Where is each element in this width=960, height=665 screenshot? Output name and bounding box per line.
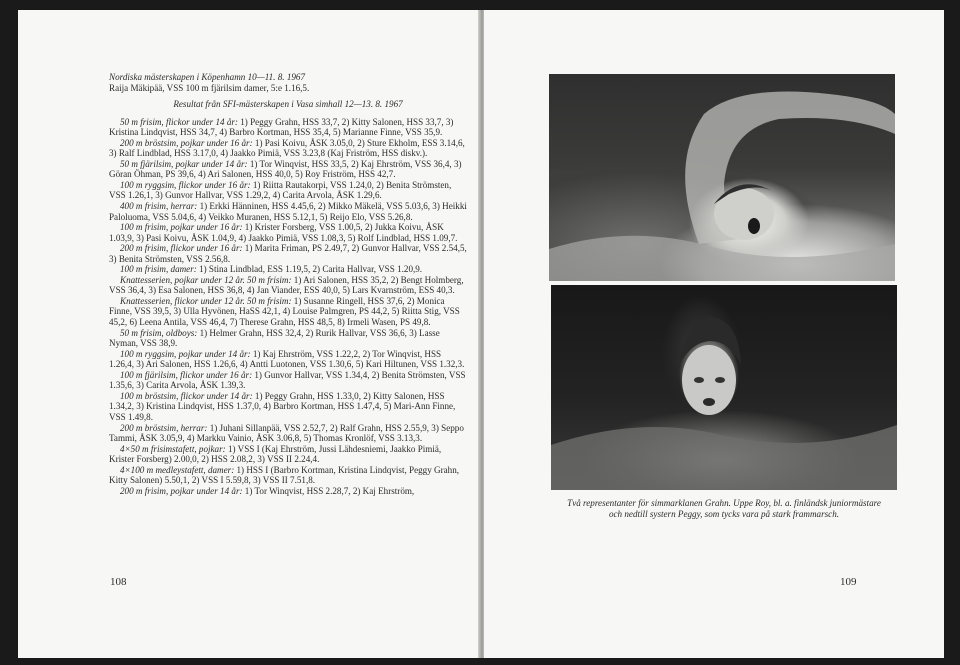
event-results: 1) VSS I (Kaj Ehrström, Jussi Lähdesniemi, Jaakko Pimiä, Krister Forsberg) 2.00,0, 2) HSS 2.08,2, 3) VSS II 2.24,4.	[109, 443, 442, 465]
result-line	[109, 486, 467, 497]
event-results: 1) HSS I (Barbro Kortman, Kristina Lindqvist, Peggy Grahn, Kitty Salonen) 5.50,1, 2) VSS I 5.59,8, 3) VSS II 7.51,8.	[109, 464, 460, 486]
photo-caption: Två representanter för simmarklanen Grahn. Uppe Roy, bl. a. finländsk juniormästare och nedtill systern Peggy, som tycks vara på stark frammarsch.	[567, 498, 881, 519]
result-line	[109, 180, 467, 201]
result-line	[109, 159, 467, 180]
result-line: Nordiska mästerskapen i Köpenhamn 10—11. 8. 1967	[109, 72, 306, 82]
event-heading: 100 m ryggsim, flickor under 16 år:	[120, 179, 251, 190]
swimmer-photo-peggy	[551, 285, 897, 490]
event-heading: 200 m bröstsim, herrar:	[120, 422, 208, 433]
result-line	[109, 370, 467, 391]
result-line	[109, 391, 467, 423]
event-heading: 100 m fjärilsim, flickor under 16 år:	[120, 369, 253, 380]
event-heading: 200 m frisim, pojkar under 14 år:	[120, 485, 243, 496]
event-results: 1) Tor Winqvist, HSS 33,5, 2) Kaj Ehrström, VSS 36,4, 3) Göran Öhman, PS 39,6, 4) Ari Salonen, HSS 40,0, 5) Roy Friström, HSS 42,7.	[109, 158, 462, 180]
event-results: 1) Peggy Grahn, HSS 1.33,0, 2) Kitty Salonen, HSS 1.34,2, 3) Kristina Lindqvist, HSS 1.37,0, 4) Barbro Kortman, HSS 1.47,4, 5) Mari-Ann Finne, VSS 1.49,8.	[109, 390, 456, 422]
event-results: 1) Pasi Koivu, ÅSK 3.05,0, 2) Sture Ekholm, ESS 3.14,6, 3) Ralf Lindblad, HSS 3.17,0, 4) Jaakko Pimiä, VSS 3.23,8 (Kaj Friström, HSS diskv.).	[109, 137, 465, 159]
result-line	[109, 275, 467, 296]
result-line	[109, 444, 467, 465]
event-results: 1) Helmer Grahn, HSS 32,4, 2) Rurik Hallvar, VSS 36,6, 3) Lasse Nyman, VSS 38,9.	[109, 327, 440, 349]
result-line	[109, 222, 467, 243]
event-heading: 100 m frisim, pojkar under 16 år:	[120, 222, 243, 233]
page-number-right: 109	[840, 576, 857, 588]
result-line	[109, 423, 467, 444]
result-line	[109, 349, 467, 370]
result-line	[109, 201, 467, 222]
page-number-left: 108	[110, 576, 127, 588]
result-line	[109, 243, 467, 264]
result-line: Resultat från SFI-mästerskapen i Vasa simhall 12—13. 8. 1967	[173, 99, 403, 110]
event-results: 1) Krister Forsberg, VSS 1.00,5, 2) Jukka Koivu, ÅSK 1.03,9, 3) Pasi Koivu, ÅSK 1.04,9, 4) Jaakko Pimiä, VSS 1.08,3, 5) Rolf Lindblad, HSS 1.09,7.	[109, 222, 458, 243]
event-heading: 50 m frisim, flickor under 14 år:	[120, 116, 238, 127]
event-heading: 200 m frisim, flickor under 16 år:	[120, 243, 243, 254]
result-line	[109, 328, 467, 349]
event-results: 1) Kaj Ehrström, VSS 1.22,2, 2) Tor Winqvist, HSS 1.26,4, 3) Ari Salonen, HSS 1.26,6, 4) Antti Luotonen, VSS 1.30,6, 5) Kari Hiltunen, VSS 1.32,3.	[109, 348, 465, 370]
event-heading: 50 m frisim, oldboys:	[120, 327, 198, 338]
event-heading: 100 m bröstsim, flickor under 14 år:	[120, 390, 253, 401]
event-heading: 100 m ryggsim, pojkar under 14 år:	[120, 348, 251, 359]
result-line: Raija Mäkipää, VSS 100 m fjärilsim damer, 5:e 1.16,5.	[109, 82, 310, 93]
right-page	[484, 10, 944, 658]
result-line	[109, 117, 467, 138]
event-results: 1) Juhani Sillanpää, VSS 2.52,7, 2) Ralf Grahn, HSS 2.55,9, 3) Seppo Tammi, ÅSK 3.05,9, 4) Markku Vainio, ÅSK 3.06,8, 5) Thomas Kronlöf, VSS 3.13,3.	[109, 422, 464, 444]
event-heading: 4×50 m frisimstafett, pojkar:	[120, 443, 226, 454]
event-results: 1) Tor Winqvist, HSS 2.28,7, 2) Kaj Ehrström,	[242, 485, 415, 496]
event-heading: 100 m frisim, damer:	[120, 264, 197, 275]
event-heading: 4×100 m medleystafett, damer:	[120, 464, 235, 475]
event-results: 1) Riitta Rautakorpi, VSS 1.24,0, 2) Benita Strömsten, VSS 1.26,1, 3) Gunvor Hallvar, VSS 1.29,2, 4) Carita Arvola, ÅSK 1.29,6.	[109, 179, 452, 201]
event-results: 1) Gunvor Hallvar, VSS 1.34,4, 2) Benita Strömsten, VSS 1.35,6, 3) Carita Arvola, ÅSK 1.39,3.	[109, 369, 466, 391]
result-line	[109, 465, 467, 486]
event-heading: 50 m fjärilsim, pojkar under 14 år:	[120, 158, 248, 169]
event-results: 1) Peggy Grahn, HSS 33,7, 2) Kitty Salonen, HSS 33,7, 3) Kristina Lindqvist, HSS 34,7, 4) Barbro Kortman, HSS 35,4, 5) Marianne Finne, VSS 35,9.	[109, 116, 454, 138]
event-results: 1) Marita Friman, PS 2.49,7, 2) Gunvor Hallvar, VSS 2.54,5, 3) Benita Strömsten, VSS 2.56,8.	[109, 243, 467, 264]
result-line	[109, 264, 467, 275]
event-heading: 200 m bröstsim, pojkar under 16 år:	[120, 137, 253, 148]
results-text	[109, 72, 467, 496]
event-results: 1) Ari Salonen, HSS 35,2, 2) Bengt Holmberg, VSS 36,4, 3) Esa Salonen, HSS 36,8, 4) Jan Viander, ESS 40,0, 5) Lars Kvarnström, ESS 40,3.	[109, 274, 464, 296]
event-heading: 400 m frisim, herrar:	[120, 201, 198, 212]
result-line	[109, 138, 467, 159]
event-results: 1) Erkki Hänninen, HSS 4.45,6, 2) Mikko Mäkelä, VSS 5.03,6, 3) Heikki Paloluoma, VSS 5.04,6, 4) Veikko Muranen, HSS 5.12,1, 5) Reijo Elo, VSS 5.26,8.	[109, 201, 467, 222]
event-heading: Knattesserien, pojkar under 12 år. 50 m frisim:	[120, 274, 292, 285]
event-heading: Knattesserien, flickor under 12 år. 50 m frisim:	[120, 295, 292, 306]
result-line	[109, 296, 467, 328]
event-results: 1) Stina Lindblad, ESS 1.19,5, 2) Carita Hallvar, VSS 1.20,9.	[196, 264, 423, 275]
left-page	[18, 10, 480, 658]
event-results: 1) Susanne Ringell, HSS 37,6, 2) Monica Finne, VSS 39,5, 3) Ulla Hyvönen, HaSS 42,1, 4) Louise Palmgren, PS 44,2, 5) Riitta Stig, VSS 45,2, 6) Leena Antila, VSS 46,4, 7) Therese Grahn, HSS 48,5, 8) Irmeli Wasen, PS 49,8.	[109, 295, 460, 328]
swimmer-photo-roy	[549, 74, 895, 281]
